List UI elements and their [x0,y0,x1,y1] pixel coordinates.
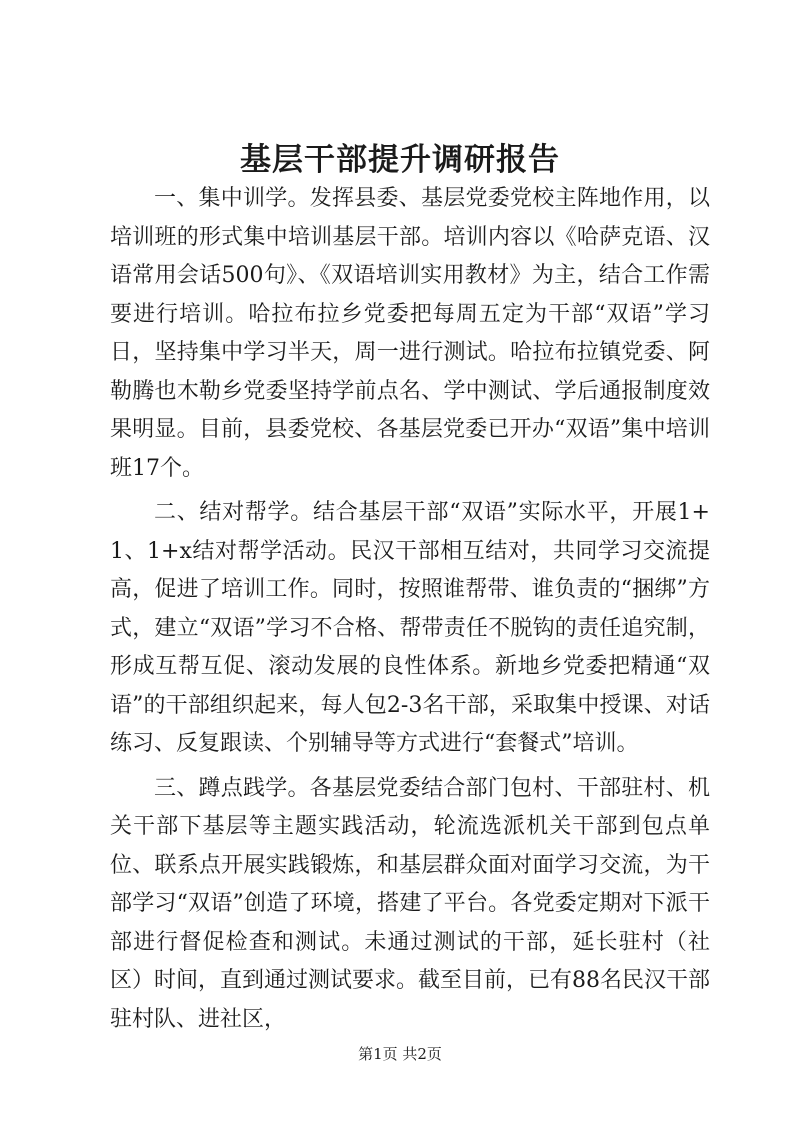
paragraph-1: 一、集中训学。发挥县委、基层党委党校主阵地作用，以培训班的形式集中培训基层干部。培训内容以《哈萨克语、汉语常用会话500句》、《双语培训实用教材》为主，结合工作需要进行培训。哈拉布拉乡党委把每周五定为干部“双语”学习日，坚持集中学习半天，周一进行测试。哈拉布拉镇党委、阿勒腾也木勒乡党委坚持学前点名、学中测试、学后通报制度效果明显。目前，县委党校、各基层党委已开办“双语”集中培训班17个。 [110,186,710,481]
document-body [110,180,710,1039]
paragraph-3: 三、蹲点践学。各基层党委结合部门包村、干部驻村、机关干部下基层等主题实践活动，轮流选派机关干部到包点单位、联系点开展实践锻炼，和基层群众面对面学习交流，为干部学习“双语”创造了环境，搭建了平台。各党委定期对下派干部进行督促检查和测试。未通过测试的干部，延长驻村（社区）时间，直到通过测试要求。截至目前，已有88名民汉干部驻村队、进社区， [110,775,710,1032]
document-title: 基层干部提升调研报告 [240,142,560,178]
page-number-footer: 第1页 共2页 [358,1045,442,1063]
paragraph-2: 二、结对帮学。结合基层干部“双语”实际水平，开展1+1、1+x结对帮学活动。民汉干部相互结对，共同学习交流提高，促进了培训工作。同时，按照谁帮带、谁负责的“捆绑”方式，建立“双语”学习不合格、帮带责任不脱钩的责任追究制，形成互帮互促、滚动发展的良性体系。新地乡党委把精通“双语”的干部组织起来，每人包2-3名干部，采取集中授课、对话练习、反复跟读、个别辅导等方式进行“套餐式”培训。 [110,500,710,756]
